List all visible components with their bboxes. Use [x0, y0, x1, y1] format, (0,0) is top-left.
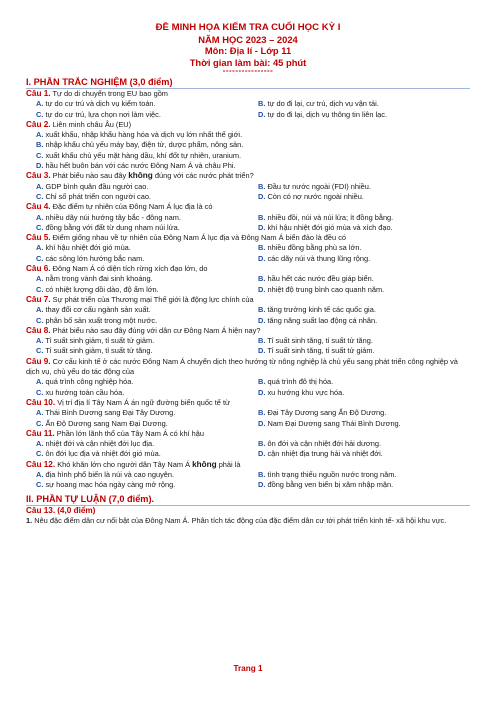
answer-option: [26, 316, 248, 326]
option-letter: C.: [36, 191, 44, 201]
option-text: đồng bằng ven biển bị xâm nhập mặn.: [267, 480, 394, 490]
option-letter: D.: [258, 418, 266, 428]
option-text: sự hoang mạc hóa ngày càng mở rộng.: [45, 480, 176, 490]
option-letter: A.: [36, 181, 44, 191]
option-letter: B.: [258, 377, 266, 387]
time-line: Thời gian làm bài: 45 phút: [189, 56, 307, 68]
option-text: hầu hết buôn bán với các nước Đông Nam Á và châu Phi.: [45, 161, 236, 171]
option-letter: B.: [36, 140, 44, 150]
option-letter: D.: [258, 387, 266, 397]
option-text: tự do cư trú và dịch vụ kiểm toán.: [45, 99, 156, 109]
option-letter: A.: [36, 243, 44, 253]
answer-option: [248, 336, 470, 346]
option-text: tăng năng suất lao động cá nhân.: [267, 315, 378, 325]
question-stem: Phần lớn lãnh thổ của Tây Nam Á có khí hậu: [56, 428, 205, 438]
question-stem: Khó khăn lớn cho người dân Tây Nam Á: [57, 459, 193, 469]
answer-option: [26, 223, 248, 233]
option-row: [26, 285, 470, 295]
answer-option: [26, 192, 248, 202]
question-stem: Sự phát triển của Thương mại Thế giới là động lực chính của: [52, 294, 254, 304]
option-text: Thái Bình Dương sang Đại Tây Dương.: [45, 408, 176, 418]
option-letter: A.: [36, 377, 44, 387]
option-text: Đầu tư nước ngoài (FDI) nhiều.: [267, 181, 371, 191]
option-letter: A.: [36, 212, 44, 222]
answer-option: [248, 377, 470, 387]
answer-option: [248, 285, 470, 295]
option-letter: D.: [258, 480, 266, 490]
option-row: [26, 305, 470, 315]
answer-option: [26, 480, 248, 490]
option-letter: A.: [36, 408, 44, 418]
option-text: xu hướng toàn cầu hóa.: [45, 387, 125, 397]
option-letter: B.: [258, 274, 266, 284]
question-label: Câu 13.: [26, 505, 56, 515]
option-text: quá trình đô thị hóa.: [267, 377, 334, 387]
option-text: quá trình công nghiệp hóa.: [45, 377, 134, 387]
option-text: xuất khẩu, nhập khẩu hàng hóa và dịch vụ lớn nhất thế giới.: [45, 130, 243, 140]
question-1: [26, 89, 470, 99]
option-text: nhiều dãy núi hướng tây bắc - đông nam.: [45, 212, 181, 222]
answer-option: [26, 110, 248, 120]
question-10: [26, 398, 470, 408]
answer-option: [26, 388, 248, 398]
subject-line: Môn: Địa lí - Lớp 11: [204, 45, 292, 56]
option-row: [26, 254, 470, 264]
option-row: [26, 439, 470, 449]
question-label: Câu 4.: [26, 202, 51, 212]
question-label: Câu 10.: [26, 397, 56, 407]
option-row: [26, 346, 470, 356]
answer-option: [248, 388, 470, 398]
answer-option: [248, 192, 470, 202]
exam-title: ĐỀ MINH HỌA KIỂM TRA CUỐI HỌC KỲ I: [155, 22, 341, 33]
essay-text: Nêu đặc điểm dân cư nổi bật của Đông Nam Á. Phân tích tác động của đặc điểm dân cư tới phát triển kinh tế- xã hội khu vực.: [34, 515, 447, 525]
question-label: Câu 5.: [26, 233, 51, 243]
option-letter: B.: [258, 212, 266, 222]
option-letter: D.: [258, 222, 266, 232]
option-text: Tỉ suất sinh giảm, tỉ suất tử tăng.: [45, 346, 153, 356]
option-row: [26, 408, 470, 418]
question-5: [26, 233, 470, 243]
answer-option: [248, 99, 470, 109]
option-text: tự do cư trú, lựa chọn nơi làm việc.: [45, 109, 161, 119]
answer-option: [248, 449, 470, 459]
essay-number: 1.: [26, 515, 33, 525]
option-letter: B.: [258, 408, 266, 418]
option-letter: C.: [36, 315, 44, 325]
option-letter: D.: [258, 449, 266, 459]
question-2: [26, 120, 470, 130]
answer-option: [26, 305, 248, 315]
option-letter: C.: [36, 418, 44, 428]
answer-option: [26, 182, 248, 192]
option-letter: A.: [36, 130, 44, 140]
option-letter: B.: [258, 243, 266, 253]
question-keyword: không: [128, 171, 153, 181]
answer-option: [248, 213, 470, 223]
option-text: nằm trong vành đai sinh khoáng.: [45, 274, 153, 284]
question-stem: Vị trí địa lí Tây Nam Á án ngữ đường biển quốc tế từ: [57, 397, 230, 407]
option-letter: B.: [258, 439, 266, 449]
option-text: các sông lớn hướng bắc nam.: [45, 253, 145, 263]
option-letter: B.: [258, 469, 266, 479]
option-letter: D.: [258, 346, 266, 356]
option-letter: A.: [36, 439, 44, 449]
option-text: ôn đới lục địa và nhiệt đới gió mùa.: [45, 449, 161, 459]
option-row: [26, 182, 470, 192]
option-letter: D.: [258, 253, 266, 263]
option-letter: B.: [258, 336, 266, 346]
question-stem-end: phải là: [216, 459, 241, 469]
option-letter: A.: [36, 99, 44, 109]
option-row: [26, 388, 470, 398]
answer-option: [26, 130, 470, 140]
answer-option: [26, 470, 248, 480]
option-row: [26, 192, 470, 202]
option-letter: C.: [36, 449, 44, 459]
answer-option: [26, 408, 248, 418]
answer-option: [248, 346, 470, 356]
question-stem: Tự do di chuyển trong EU bao gồm: [52, 89, 168, 98]
question-stem: Đặc điểm tự nhiên của Đông Nam Á lục địa là có: [52, 202, 213, 212]
option-text: nhập khẩu chủ yếu máy bay, điện tử, dược phẩm, nông sản.: [45, 140, 244, 150]
option-text: Nam Đại Dương sang Thái Bình Dương.: [267, 418, 401, 428]
question-4: [26, 202, 470, 212]
option-text: Còn có nợ nước ngoài nhiều.: [267, 191, 364, 201]
option-letter: D.: [258, 109, 266, 119]
question-stem: Liên minh châu Âu (EU): [52, 119, 132, 129]
option-row: [26, 470, 470, 480]
part1-heading: I. PHẦN TRẮC NGHIỆM (3,0 điểm): [26, 77, 470, 89]
option-letter: C.: [36, 150, 44, 160]
question-9: [26, 357, 470, 378]
option-text: cận nhiệt địa trung hải và nhiệt đới.: [267, 449, 383, 459]
option-text: tăng trưởng kinh tế các quốc gia.: [267, 305, 376, 315]
option-letter: C.: [36, 109, 44, 119]
option-text: xu hướng khu vực hóa.: [267, 387, 345, 397]
question-stem: Đông Nam Á có diện tích rừng xích đạo lớn, do: [52, 264, 208, 274]
answer-option: [26, 449, 248, 459]
question-8: [26, 326, 470, 336]
option-letter: D.: [258, 284, 266, 294]
question-label: Câu 8.: [26, 325, 51, 335]
option-row: [26, 480, 470, 490]
option-letter: B.: [258, 305, 266, 315]
option-letter: A.: [36, 336, 44, 346]
option-letter: B.: [258, 181, 266, 191]
answer-option: [26, 346, 248, 356]
question-6: [26, 264, 470, 274]
question-11: [26, 429, 470, 439]
question-label: Câu 7.: [26, 294, 51, 304]
option-letter: C.: [36, 284, 44, 294]
option-text: Chỉ số phát triển con người cao.: [45, 191, 151, 201]
answer-option: [248, 316, 470, 326]
question-stem: Điểm giống nhau về tự nhiên của Đông Nam Á lục địa và Đông Nam Á biển đảo là đều có: [52, 233, 346, 243]
question-stem: Cơ cấu kinh tế ở các nước Đông Nam Á chuyển dịch theo hướng từ nông nghiệp là chủ yếu sang phát triển công nghiệp và dịch vụ, chủ yếu do tác động của: [26, 356, 458, 377]
answer-option: [248, 254, 470, 264]
option-row: [26, 110, 470, 120]
option-text: nhiệt đới và cận nhiệt đới lục địa.: [45, 439, 155, 449]
question-keyword: không: [192, 459, 217, 469]
option-letter: C.: [36, 346, 44, 356]
answer-option: [26, 439, 248, 449]
option-row: [26, 449, 470, 459]
question-stem-end: đúng với các nước phát triển?: [152, 171, 254, 181]
option-text: Tỉ suất sinh giảm, tỉ suất tử giảm.: [45, 336, 155, 346]
answer-option: [248, 419, 470, 429]
option-letter: C.: [36, 387, 44, 397]
question-13: [26, 506, 470, 516]
answer-option: [26, 274, 248, 284]
answer-option: [248, 439, 470, 449]
option-row: [26, 223, 470, 233]
answer-option: [26, 151, 470, 161]
answer-option: [26, 161, 470, 171]
option-text: đồng bằng với đất từ dung nham núi lửa.: [45, 222, 180, 232]
option-row: [26, 274, 470, 284]
option-text: tự do đi lại, cư trú, dịch vụ vận tải.: [267, 99, 379, 109]
option-letter: B.: [258, 99, 266, 109]
option-text: khí hậu nhiệt đới gió mùa.: [45, 243, 131, 253]
option-text: GDP bình quân đầu người cao.: [45, 181, 149, 191]
option-letter: C.: [36, 253, 44, 263]
option-text: tình trạng thiếu nguồn nước trong năm.: [267, 469, 397, 479]
answer-option: [248, 182, 470, 192]
answer-option: [248, 480, 470, 490]
question-label: Câu 2.: [26, 119, 51, 129]
option-text: Đại Tây Dương sang Ấn Độ Dương.: [267, 408, 387, 418]
option-text: địa hình phổ biến là núi và cao nguyên.: [45, 469, 175, 479]
option-letter: C.: [36, 480, 44, 490]
answer-option: [26, 377, 248, 387]
option-letter: A.: [36, 469, 44, 479]
part2-heading: II. PHẦN TỰ LUẬN (7,0 điểm).: [26, 494, 470, 506]
option-letter: D.: [258, 191, 266, 201]
exam-header: [26, 22, 470, 74]
option-row: [26, 377, 470, 387]
question-list: [26, 89, 470, 491]
option-text: phân bố sản xuất trong một nước.: [45, 315, 158, 325]
question-3: [26, 171, 470, 181]
answer-option: [248, 223, 470, 233]
option-text: nhiều đồi, núi và núi lửa; ít đồng bằng.: [267, 212, 394, 222]
answer-option: [248, 274, 470, 284]
option-letter: D.: [258, 315, 266, 325]
option-text: Tỉ suất sinh tăng, tỉ suất tử giảm.: [267, 346, 375, 356]
question-12: [26, 460, 470, 470]
option-text: Ấn Độ Dương sang Nam Đại Dương.: [45, 418, 168, 428]
option-text: nhiệt độ trung bình cao quanh năm.: [267, 284, 385, 294]
option-row: [26, 243, 470, 253]
page-footer: Trang 1: [233, 664, 263, 673]
question-7: [26, 295, 470, 305]
option-letter: C.: [36, 222, 44, 232]
essay-item: [26, 516, 470, 526]
header-divider: ----------------: [222, 66, 274, 75]
question-points: (4,0 điểm): [57, 505, 96, 515]
option-text: thay đổi cơ cấu ngành sản xuất.: [45, 305, 151, 315]
question-label: Câu 11.: [26, 428, 55, 438]
option-text: khí hậu nhiệt đới gió mùa và xích đạo.: [267, 222, 393, 232]
answer-option: [248, 408, 470, 418]
option-letter: D.: [36, 161, 44, 171]
school-year: NĂM HỌC 2023 – 2024: [198, 33, 298, 45]
answer-option: [26, 419, 248, 429]
option-letter: A.: [36, 305, 44, 315]
option-row: [26, 213, 470, 223]
question-label: Câu 1.: [26, 89, 51, 98]
question-label: Câu 12.: [26, 459, 56, 469]
question-label: Câu 6.: [26, 264, 51, 274]
option-row: [26, 99, 470, 109]
answer-option: [248, 305, 470, 315]
option-text: xuất khẩu chủ yếu mặt hàng dầu, khí đốt tự nhiên, uranium.: [45, 150, 242, 160]
option-text: Tỉ suất sinh tăng, tỉ suất tử tăng.: [267, 336, 373, 346]
option-letter: A.: [36, 274, 44, 284]
answer-option: [248, 243, 470, 253]
option-row: [26, 316, 470, 326]
question-stem: Phát biểu nào sau đây: [52, 171, 129, 181]
question-stem: Phát biểu nào sau đây đúng với dân cư Đông Nam Á hiện nay?: [52, 325, 261, 335]
option-text: tự do đi lại, dịch vụ thông tin liên lạc.: [267, 109, 388, 119]
option-text: ôn đới và cận nhiệt đới hải dương.: [267, 439, 382, 449]
question-label: Câu 3.: [26, 171, 51, 181]
option-text: các dãy núi và thung lũng rộng.: [267, 253, 371, 263]
answer-option: [26, 336, 248, 346]
answer-option: [26, 213, 248, 223]
question-label: Câu 9.: [26, 356, 51, 366]
option-row: [26, 419, 470, 429]
option-text: có nhiệt lượng dồi dào, độ ẩm lớn.: [45, 284, 159, 294]
answer-option: [26, 243, 248, 253]
answer-option: [26, 140, 470, 150]
answer-option: [248, 470, 470, 480]
answer-option: [26, 285, 248, 295]
option-text: hầu hết các nước đều giáp biển.: [267, 274, 374, 284]
answer-option: [26, 99, 248, 109]
option-text: nhiều đồng bằng phù sa lớn.: [267, 243, 362, 253]
option-row: [26, 336, 470, 346]
answer-option: [26, 254, 248, 264]
answer-option: [248, 110, 470, 120]
